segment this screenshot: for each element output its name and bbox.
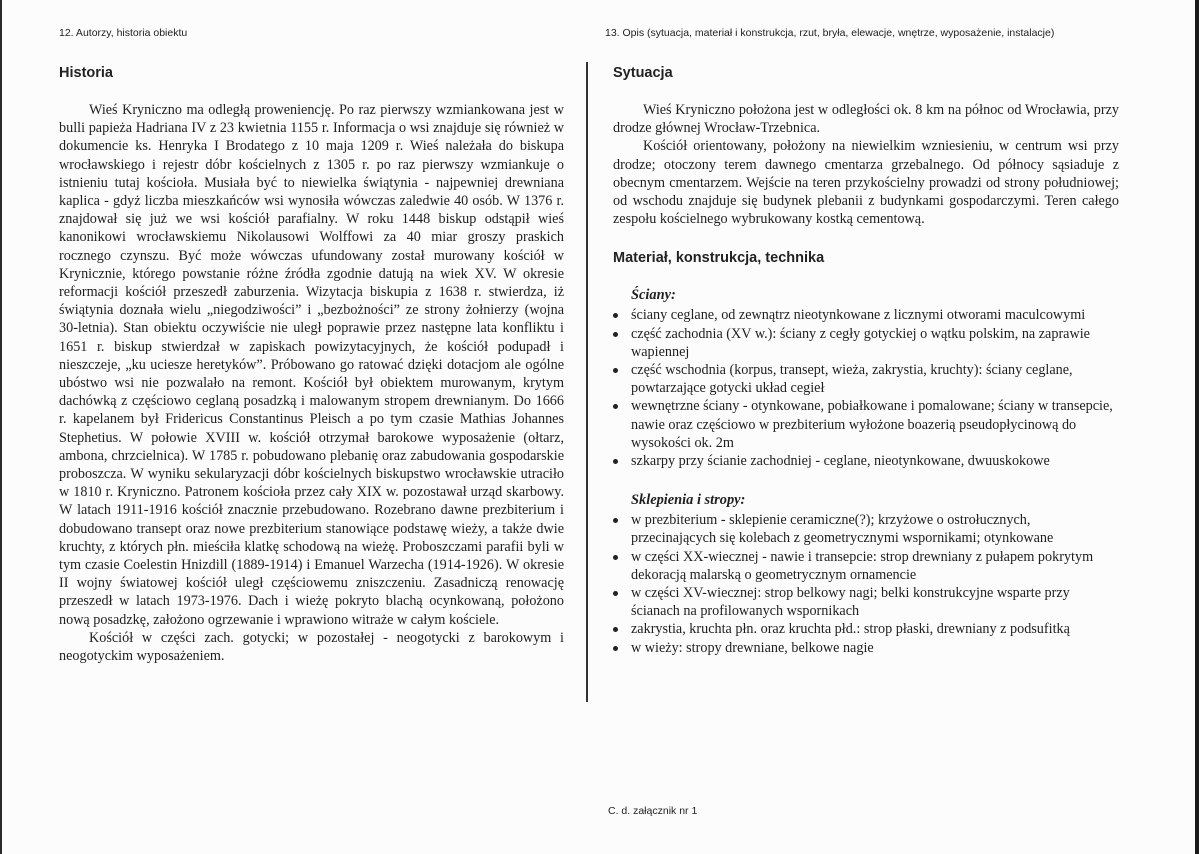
sytuacja-paragraph: Kościół orientowany, położony na niewielkim wzniesieniu, w centrum wsi przy drodze; otoczony terem dawnego cmentarza grzebalnego. Od północy sąsiaduje z obecnym cmentarzem. Wejście na teren przykościelny prowadzi od strony południowej; od wschodu znajduje się budynek plebanii z budynkami gospodarczymi. Teren całego zespołu kościelnego wybrukowany kostką cementową. [613,138,1119,228]
bullet-icon [613,591,618,596]
section-label-description: 13. Opis (sytuacja, materiał i konstrukcja, rzut, bryła, elewacje, wnętrze, wyposażenie, instalacje) [605,27,1055,39]
list-item-text: w prezbiterium - sklepienie ceramiczne(?); krzyżowe o ostrołucznych, przecinających się kolebach z geometrycznymi wspornikami; otynkowane [631,512,1054,547]
list-item [613,548,1119,584]
section-label-authors-history: 12. Autorzy, historia obiektu [59,27,188,39]
list-item [613,306,1119,324]
heading-material: Materiał, konstrukcja, technika [613,250,825,267]
list-item [613,452,1119,470]
history-text [59,101,564,665]
bullet-icon [613,646,618,651]
list-item-text: w części XV-wiecznej: strop belkowy nagi; belki konstrukcyjne wsparte przy ścianach na profilowanych wspornikach [631,585,1070,620]
list-item [613,325,1119,361]
footer-attachment-note: C. d. załącznik nr 1 [608,805,698,817]
list-item [613,511,1119,547]
walls-subheading: Ściany: [631,287,676,304]
sytuacja-paragraph: Wieś Kryniczno położona jest w odległości ok. 8 km na północ od Wrocławia, przy drodze głównej Wrocław-Trzebnica. [613,102,1119,137]
sytuacja-text [613,101,1119,228]
list-item [613,584,1119,620]
list-item [613,639,1119,657]
list-item-text: ściany ceglane, od zewnątrz nieotynkowane z licznymi otworami maculcowymi [631,307,1086,324]
bullet-icon [613,313,618,318]
walls-list [613,306,1119,470]
history-paragraph: Wieś Kryniczno ma odległą proweniencję. Po raz pierwszy wzmiankowana jest w bulli papieża Hadriana IV z 23 kwietnia 1155 r. Informacja o wsi znajduje się również w dokumencie ks. Henryka I Brodatego z 10 maja 1209 r. Wieś należała do biskupa wrocławskiego i rejestr dóbr kościelnych z 1305 r. po raz pierwszy wzmiankuje o istnieniu tutaj kościoła. Musiała być to niewielka świątynia - najpewniej drewniana kaplica - gdyż liczba mieszkańców wsi wynosiła wówczas zaledwie 40 osób. W 1376 r. znajdował się już we wsi kościół parafialny. W roku 1448 biskup odstąpił wieś kanonikowi wrocławskiemu Nikolausowi Wolffowi za 40 miar groszy praskich rocznego czynszu. Być może wówczas ufundowany został murowany kościół w Krynicznie, którego powstanie różne źródła zgodnie datują na wiek XV. W okresie reformacji kościół przeszedł zaburzenia. Wizytacja biskupia z 1638 r. stwierdza, iż świątynia doznała wielu „niegodziwości” i „bezbożności” ze strony żołnierzy (wojna 30-letnia). Stan obiektu oczywiście nie uległ poprawie przez następne lata konfliktu i 1651 r. biskup stwierdzał w zapiskach powizytacyjnych, że kościół podupadł i nieszczeje, „ku uciesze heretyków”. Próbowano go ratować dzięki dotacjom ale ogólne ubóstwo wsi nie pozwalało na remont. Kościół był obiektem murowanym, krytym dachówką z częściowo ceglaną posadzką i malowanym stropem drewnianym. Do 1666 r. kapelanem był Fridericus Constantinus Pleisch a po tym czasie Mathias Johannes Stephetius. W połowie XVIII w. kościół otrzymał barokowe wyposażenie (ołtarz, ambona, chrzcielnica). W 1785 r. pobudowano plebanię oraz zabudowania gospodarskie proboszcza. W wyniku sekularyzacji dóbr kościelnych biskupstwo wrocławskie utraciło w 1810 r. Kryniczno. Patronem kościoła przez cały XIX w. pozostawał urząd skarbowy. W latach 1911-1916 kościół znacznie przebudowano. Rozebrano dawne prezbiterium i dobudowano transept oraz nowe prezbiterium stanowiące podstawę wieży, a także dwie kruchty, z których płn. mieściła klatkę schodową na wieżę. Proboszczami parafii byli w tym czasie Coelestin Hnizdill (1889-1914) i Emanuel Warzecha (1914-1926). W okresie II wojny światowej kościół uległ częściowemu zniszczeniu. Zasadniczą renowację przeszedł w latach 1973-1976. Dach i wieżę pokryto blachą ocynkowaną, położono nową posadzkę, założono ogrzewanie i wprawiono witraże w całym kościele. [59,102,564,628]
list-item-text: w części XX-wiecznej - nawie i transepcie: strop drewniany z pułapem pokrytym dekoracją malarską o geometrycznym ornamencie [631,548,1094,583]
heading-historia: Historia [59,65,113,81]
list-item-text: część zachodnia (XV w.): ściany z cegły gotyckiej o wątku polskim, na zaprawie wapiennej [631,325,1090,360]
list-item-text: w wieży: stropy drewniane, belkowe nagie [631,639,874,656]
list-item [613,397,1119,452]
list-item-text: zakrystia, kruchta płn. oraz kruchta płd.: strop płaski, drewniany z podsufitką [631,621,1070,638]
list-item-text: szkarpy przy ścianie zachodniej - ceglane, nieotynkowane, dwuuskokowe [631,453,1050,470]
bullet-icon [613,627,618,632]
heading-sytuacja: Sytuacja [613,65,673,81]
list-item-text: część wschodnia (korpus, transept, wieża, zakrystia, kruchty): ściany ceglane, powtarzające gotycki układ cegieł [631,362,1073,397]
vaults-list [613,511,1119,657]
bullet-icon [613,368,618,373]
history-paragraph: Kościół w części zach. gotycki; w pozostałej - neogotycki z barokowym i neogotyckim wyposażeniem. [59,629,564,665]
history-column [59,26,564,665]
bullet-icon [613,459,618,464]
column-divider [586,62,588,702]
list-item [613,361,1119,397]
list-item-text: wewnętrzne ściany - otynkowane, pobiałkowane i pomalowane; ściany w transepcie, nawie oraz częściowo w prezbiterium wyłożone boazerią pseudopłycinową do wysokości ok. 2m [631,398,1113,451]
vaults-subheading: Sklepienia i stropy: [631,492,746,509]
bullet-icon [613,555,618,560]
bullet-icon [613,404,618,409]
walls-section [613,286,1119,656]
bullet-icon [613,518,618,523]
bullet-icon [613,332,618,337]
description-column [605,26,1119,657]
list-item [613,620,1119,638]
